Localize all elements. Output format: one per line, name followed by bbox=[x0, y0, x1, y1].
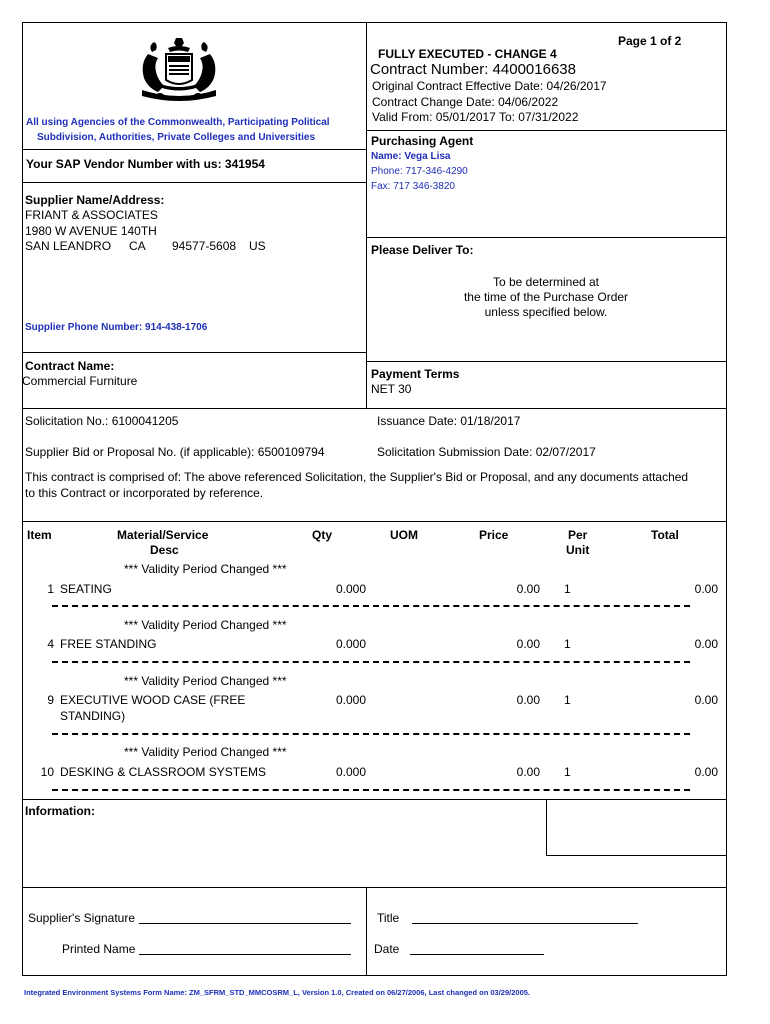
outer-left-border bbox=[22, 22, 23, 887]
row-note: *** Validity Period Changed *** bbox=[124, 562, 287, 576]
sap-vendor-number: Your SAP Vendor Number with us: 341954 bbox=[26, 157, 265, 171]
row-note: *** Validity Period Changed *** bbox=[124, 674, 287, 688]
outer-right-border bbox=[726, 22, 727, 887]
title-line[interactable] bbox=[412, 923, 638, 924]
agencies-line-2: Subdivision, Authorities, Private Colleges and Universities bbox=[37, 132, 316, 143]
row-price: 0.00 bbox=[516, 637, 540, 651]
supplier-city: SAN LEANDRO bbox=[25, 239, 112, 253]
agent-fax: Fax: 717 346-3820 bbox=[371, 181, 455, 192]
solicitation-number: Solicitation No.: 6100041205 bbox=[25, 414, 179, 428]
row-price: 0.00 bbox=[516, 765, 540, 779]
purchasing-agent-title: Purchasing Agent bbox=[371, 134, 474, 148]
payment-terms-value: NET 30 bbox=[371, 382, 412, 396]
row-qty: 0.000 bbox=[336, 582, 367, 596]
row-price: 0.00 bbox=[516, 582, 540, 596]
payment-terms-label: Payment Terms bbox=[371, 367, 460, 381]
status-label: FULLY EXECUTED - CHANGE 4 bbox=[378, 47, 557, 61]
date-label: Date bbox=[374, 942, 400, 956]
table-header-top-line bbox=[22, 521, 726, 522]
agent-phone: Phone: 717-346-4290 bbox=[371, 166, 468, 177]
outer-top-border bbox=[22, 22, 726, 23]
deliver-bottom-line bbox=[366, 361, 726, 362]
row-qty: 0.000 bbox=[336, 637, 367, 651]
contract-number: Contract Number: 4400016638 bbox=[370, 61, 576, 78]
submission-date: Solicitation Submission Date: 02/07/2017 bbox=[377, 445, 596, 459]
row-item: 9 bbox=[47, 693, 54, 707]
printed-name-line[interactable] bbox=[139, 954, 351, 955]
footer-form-name: Integrated Environment Systems Form Name: ZM_SFRM_STD_MMCOSRM_L, Version 1.0, Created on 06/27/2006, Last changed on 03/29/2005. bbox=[24, 988, 530, 997]
supplier-signature-label: Supplier's Signature bbox=[28, 911, 136, 925]
supplier-phone: Supplier Phone Number: 914-438-1706 bbox=[25, 322, 208, 333]
deliver-line-2: the time of the Purchase Order bbox=[463, 290, 629, 304]
row-separator bbox=[52, 789, 690, 791]
outer-bottom-border bbox=[22, 887, 727, 888]
date-line[interactable] bbox=[410, 954, 544, 955]
contract-name-label: Contract Name: bbox=[25, 359, 115, 373]
row-item: 1 bbox=[47, 582, 54, 596]
printed-name-label: Printed Name bbox=[62, 942, 136, 956]
signature-left-border bbox=[22, 887, 23, 975]
supplier-name: FRIANT & ASSOCIATES bbox=[25, 208, 158, 222]
top-middle-divider bbox=[366, 22, 367, 408]
bid-number: Supplier Bid or Proposal No. (if applicable): 6500109794 bbox=[25, 445, 325, 459]
row-qty: 0.000 bbox=[336, 765, 367, 779]
col-total: Total bbox=[651, 528, 679, 542]
supplier-state: CA bbox=[129, 239, 146, 253]
row-separator bbox=[52, 733, 690, 735]
original-effective-date: Original Contract Effective Date: 04/26/2017 bbox=[372, 79, 607, 93]
col-desc-2: Desc bbox=[150, 543, 179, 557]
contract-change-date: Contract Change Date: 04/06/2022 bbox=[372, 95, 559, 109]
col-desc-1: Material/Service bbox=[117, 528, 209, 542]
row-per: 1 bbox=[564, 693, 571, 707]
row-item: 4 bbox=[47, 637, 54, 651]
row-note: *** Validity Period Changed *** bbox=[124, 618, 287, 632]
row-separator bbox=[52, 661, 690, 663]
signature-bottom-border bbox=[22, 975, 727, 976]
row-desc: SEATING bbox=[60, 582, 112, 596]
row-item: 10 bbox=[40, 765, 54, 779]
agencies-bottom-line bbox=[22, 149, 366, 150]
comprised-line-2: to this Contract or incorporated by reference. bbox=[25, 486, 264, 500]
pennsylvania-coat-of-arms-icon bbox=[138, 36, 220, 102]
row-total: 0.00 bbox=[694, 637, 718, 651]
page-number: Page 1 of 2 bbox=[618, 34, 682, 48]
row-desc-cont: STANDING) bbox=[60, 709, 126, 723]
row-note: *** Validity Period Changed *** bbox=[124, 745, 287, 759]
title-label: Title bbox=[377, 911, 400, 925]
agencies-line-1: All using Agencies of the Commonwealth, Participating Political bbox=[26, 117, 330, 128]
supplier-label: Supplier Name/Address: bbox=[25, 193, 165, 207]
contract-bottom-line bbox=[22, 408, 726, 409]
row-desc: FREE STANDING bbox=[60, 637, 157, 651]
row-price: 0.00 bbox=[516, 693, 540, 707]
valid-range: Valid From: 05/01/2017 To: 07/31/2022 bbox=[372, 110, 579, 124]
supplier-signature-line[interactable] bbox=[139, 923, 351, 924]
row-desc: EXECUTIVE WOOD CASE (FREE bbox=[60, 693, 246, 707]
deliver-line-3: unless specified below. bbox=[484, 305, 608, 319]
info-box-bottom bbox=[546, 855, 726, 856]
signature-right-border bbox=[726, 887, 727, 975]
issuance-date: Issuance Date: 01/18/2017 bbox=[377, 414, 521, 428]
row-total: 0.00 bbox=[694, 582, 718, 596]
agent-name: Name: Vega Lisa bbox=[371, 151, 451, 162]
col-qty: Qty bbox=[312, 528, 333, 542]
row-qty: 0.000 bbox=[336, 693, 367, 707]
col-item: Item bbox=[27, 528, 52, 542]
supplier-street: 1980 W AVENUE 140TH bbox=[25, 224, 157, 238]
col-uom: UOM bbox=[390, 528, 418, 542]
vendor-bottom-line bbox=[22, 182, 366, 183]
col-per-1: Per bbox=[568, 528, 588, 542]
signature-middle-divider bbox=[366, 887, 367, 975]
row-total: 0.00 bbox=[694, 693, 718, 707]
deliver-label: Please Deliver To: bbox=[371, 243, 474, 257]
row-per: 1 bbox=[564, 637, 571, 651]
row-per: 1 bbox=[564, 582, 571, 596]
table-bottom-line bbox=[22, 799, 726, 800]
col-per-2: Unit bbox=[566, 543, 590, 557]
header-bottom-line bbox=[366, 130, 726, 131]
row-total: 0.00 bbox=[694, 765, 718, 779]
supplier-country: US bbox=[249, 239, 266, 253]
row-desc: DESKING & CLASSROOM SYSTEMS bbox=[60, 765, 267, 779]
agent-bottom-line bbox=[366, 237, 726, 238]
col-price: Price bbox=[479, 528, 509, 542]
contract-name: Commercial Furniture bbox=[22, 374, 138, 388]
row-separator bbox=[52, 605, 690, 607]
comprised-line-1: This contract is comprised of: The above referenced Solicitation, the Supplier's Bid or Proposal, and any documents attached bbox=[25, 470, 689, 484]
row-per: 1 bbox=[564, 765, 571, 779]
information-label: Information: bbox=[25, 804, 95, 818]
supplier-zip: 94577-5608 bbox=[172, 239, 237, 253]
deliver-line-1: To be determined at bbox=[492, 275, 600, 289]
info-divider bbox=[546, 799, 547, 855]
supplier-bottom-line bbox=[22, 352, 366, 353]
